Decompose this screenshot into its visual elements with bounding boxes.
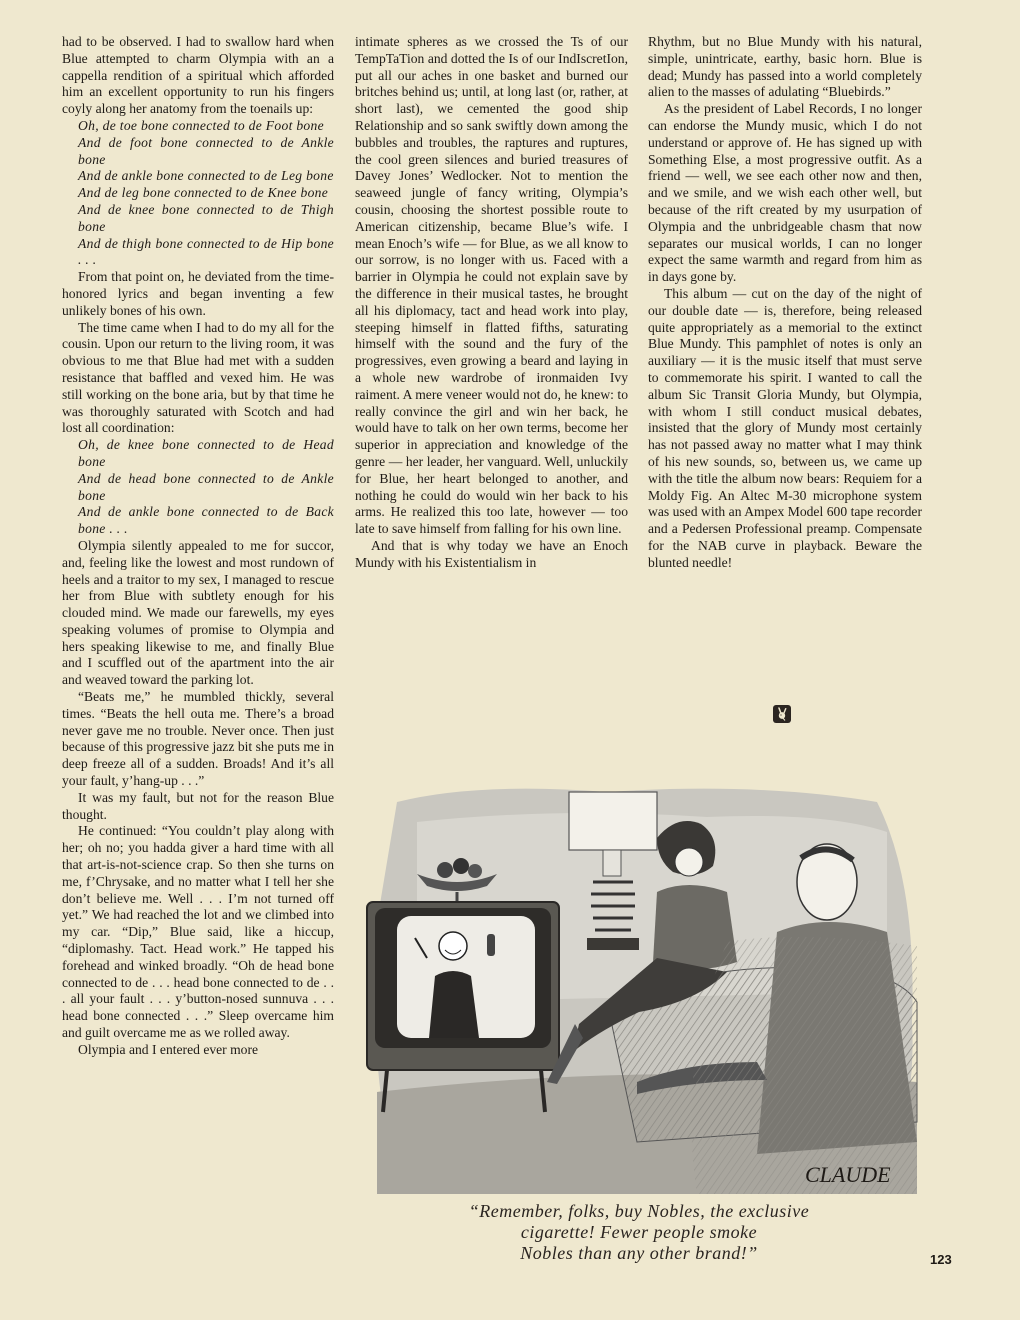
- verse-line: And de knee bone connected to de Thigh bone: [78, 201, 334, 234]
- paragraph: This album — cut on the day of the night of our double date — is, therefore, being released quite appropriately as a memorial to the extinct Blue Mundy. This pamphlet of notes is only an auxiliary — it is the music itself that must serve to commemorate his spirit. I wanted to call the album Sic Transit Gloria Mundy, but Olympia, with whom I still conduct musical debates, insisted that the glory of Mundy most certainly has not passed away no matter what I may think of his new sounds, so, between us, we came up with the title the album now bears: Requiem for a Moldy Fig. An Altec M-30 microphone system was used with an Ampex Model 600 tape recorder and a Pedersen Professional preamp. Compensate for the NAB curve in playback. Beware the blunted needle!: [648, 285, 922, 570]
- paragraph: He continued: “You couldn’t play along with her; oh no; you hadda giver a hard time with all that art-is-not-science crap. So then she turns on me, f’Chrysake, and no matter what I tell her she don’t believe me. Well . . . I’m not turned off yet.” We had reached the lot and we climbed into my car. “Dip,” Blue said, like a hiccup, “diplomashy. Tact. Head work.” He tapped his forehead and winked broadly. “Oh de head bone connected to de . . . head bone connected to de . . . all your fault . . . y’button-nosed sunnuva . . . head bone connected . . .” Sleep overcame him and guilt overcame me as we rolled away.: [62, 823, 334, 1041]
- paragraph: Rhythm, but no Blue Mundy with his natural, simple, unintricate, earthy, basic horn. Blue is dead; Mundy has passed into a world completely alien to the masses of adulating “Bluebirds.”: [648, 34, 922, 100]
- verse-line: And de leg bone connected to de Knee bone: [78, 185, 329, 201]
- verse-line: Oh, de toe bone connected to de Foot bone: [78, 117, 324, 133]
- paragraph: “Beats me,” he mumbled thickly, several times. “Beats the hell outa me. There’s a broad never gave me no trouble. Never once. Then just because of this progressive jazz bit she puts me in deep freeze all of a sudden. Broads! And it’s all your fault, y’hang-up . . .”: [62, 689, 334, 789]
- text-column-3: [648, 34, 922, 572]
- cartoon-caption: [357, 1201, 921, 1264]
- verse-line: And de foot bone connected to de Ankle bone: [78, 134, 334, 167]
- page-number: 123: [930, 1252, 952, 1267]
- artist-signature: CLAUDE: [805, 1162, 891, 1187]
- verse-line: And de head bone connected to de Ankle bone: [78, 470, 334, 503]
- caption-line-2: cigarette! Fewer people smoke: [520, 1222, 758, 1242]
- paragraph: intimate spheres as we crossed the Ts of our TempTaTion and dotted the Is of our IndIscretIon, put all our aches in one basket and burned our britches behind us; until, at long last (or, rather, at short last), we cemented the good ship Relationship and so sank swiftly down among the bubbles and troubles, the raptures and ruptures, the cool green silences and buried treasures of Davey Jones’ Wedlocker. Not to mention the seaweed jungle of fancy writing, Olympia’s cousin, choosing the shortest possible route to American citizenship, became Blue’s wife. I mean Enoch’s wife — for Blue, as we all know to our sorrow, is no longer with us. Faced with a barrier in Olympia he could not explain save by the difference in their musical tastes, he brought all his diplomacy, tact and head work into play, steeping himself in flatted fifths, saturating himself with the sound and the fury of the progressives, even growing a beard and laying in a whole new wardrobe of ironmaiden Ivy raiment. A mere veneer would not do, he knew: to really convince the girl and win her back, he would have to talk on her own terms, become her superior in appreciation and knowledge of the genre — her leader, her vanguard. Well, unluckily for Blue, her heart belonged to another, and nothing he could do would win her back to his arms. He realized this too late, however — too late to save himself from falling for his own line.: [355, 34, 628, 537]
- text-column-2: [355, 34, 628, 572]
- paragraph: From that point on, he deviated from the time-honored lyrics and began inventing a few unlikely bones of his own.: [62, 269, 334, 318]
- paragraph: The time came when I had to do my all for the cousin. Upon our return to the living room, it was obvious to me that Blue had met with a sudden resistance that baffled and vexed him. He was still working on the bone aria, but by that time he was thoroughly saturated with Scotch and had lost all coordination:: [62, 319, 334, 436]
- paragraph: had to be observed. I had to swallow hard when Blue attempted to charm Olympia with an a cappella rendition of a spiritual which afforded him an excellent opportunity to run his fingers coyly along her anatomy from the toenails up:: [62, 34, 334, 117]
- cartoon-illustration: [357, 762, 921, 1194]
- verse-line: Oh, de knee bone connected to de Head bone: [78, 437, 334, 469]
- caption-line-1: “Remember, folks, buy Nobles, the exclusive: [468, 1201, 810, 1221]
- verse-line: And de ankle bone connected to de Leg bone: [78, 168, 334, 184]
- caption-line-3: Nobles than any other brand!”: [520, 1243, 758, 1263]
- paragraph: Olympia and I entered ever more: [78, 1041, 259, 1057]
- verse-line: And de ankle bone connected to de Back bone . . .: [78, 504, 334, 537]
- lamp-shade: [569, 792, 657, 850]
- paragraph: It was my fault, but not for the reason Blue thought.: [62, 789, 334, 822]
- paragraph: As the president of Label Records, I no longer can endorse the Mundy music, which I do not understand or approve of. He has signed up with Something Else, a most progressive outfit. As a friend — well, we see each other now and then, and we smile, and we wish each other well, but because of the rift created by my usurpation of Olympia and the unbridgeable chasm that now separates our musical worlds, I can no longer expect the same warmth and regard from him as in days gone by.: [648, 101, 922, 285]
- text-column-1: [62, 34, 334, 1059]
- end-mark-rabbit-icon: [773, 705, 791, 723]
- paragraph: And that is why today we have an Enoch Mundy with his Existentialism in: [355, 537, 628, 570]
- verse-line: And de thigh bone connected to de Hip bone . . .: [78, 235, 334, 268]
- paragraph: Olympia silently appealed to me for succor, and, feeling like the lowest and most rundown of heels and a traitor to my sex, I managed to rescue her from Blue with subtlety enough for his clouded mind. We made our farewells, my eyes speaking volumes of promise to Olympia and hers speaking likewise to me, and finally Blue and I scuffled out of the apartment into the air and weaved toward the parking lot.: [62, 537, 334, 688]
